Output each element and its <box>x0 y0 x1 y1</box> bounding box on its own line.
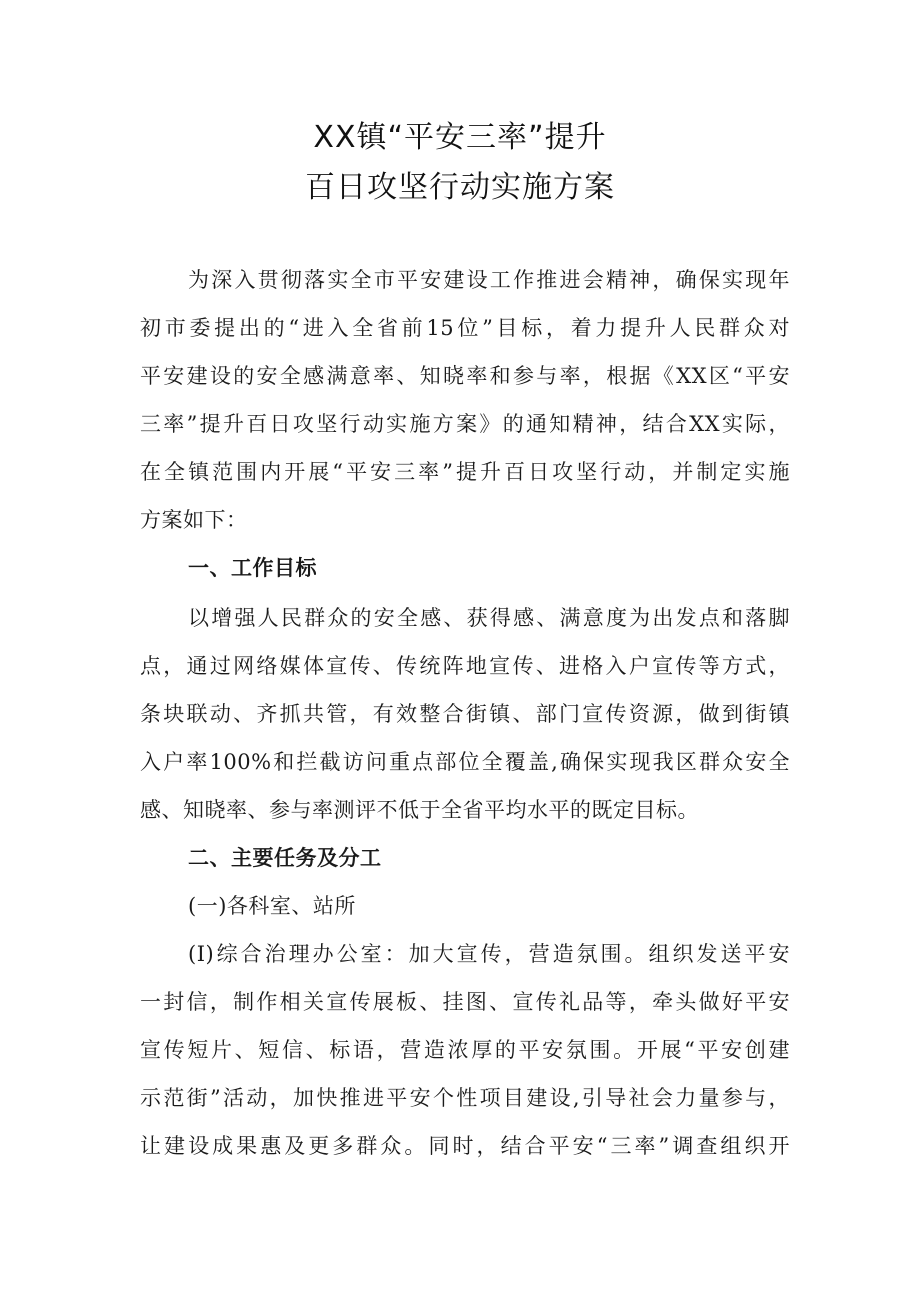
section1-line: 入户率100%和拦截访问重点部位全覆盖,确保实现我区群众安全 <box>140 750 790 774</box>
intro-line: 为深入贯彻落实全市平安建设工作推进会精神，确保实现年 <box>188 268 790 292</box>
subsection1-heading: (一)各科室、站所 <box>188 894 356 918</box>
intro-line: 方案如下： <box>140 508 248 532</box>
section1-line: 点，通过网络媒体宣传、传统阵地宣传、进格入户宣传等方式， <box>140 654 790 678</box>
item1-line: 让建设成果惠及更多群众。同时，结合平安“三率”调查组织开 <box>140 1134 790 1158</box>
item1-line: (I)综合治理办公室：加大宣传，营造氛围。组织发送平安 <box>188 942 790 966</box>
document-title-line2: 百日攻坚行动实施方案 <box>305 170 615 205</box>
item1-line: 宣传短片、短信、标语，营造浓厚的平安氛围。开展“平安创建 <box>140 1038 790 1062</box>
intro-line: 初市委提出的“进入全省前15位”目标，着力提升人民群众对 <box>140 316 790 340</box>
document-title-line1: XX镇“平安三率”提升 <box>313 120 607 155</box>
intro-line: 三率”提升百日攻坚行动实施方案》的通知精神，结合XX实际， <box>140 412 790 436</box>
section1-line: 条块联动、齐抓共管，有效整合街镇、部门宣传资源，做到街镇 <box>140 702 790 726</box>
section1-heading: 一、工作目标 <box>188 556 317 580</box>
section2-heading: 二、主要任务及分工 <box>188 846 382 870</box>
item1-line: 示范街”活动，加快推进平安个性项目建设,引导社会力量参与， <box>140 1086 790 1110</box>
section1-line: 感、知晓率、参与率测评不低于全省平均水平的既定目标。 <box>140 798 699 822</box>
item1-line: 一封信，制作相关宣传展板、挂图、宣传礼品等，牵头做好平安 <box>140 990 790 1014</box>
intro-line: 在全镇范围内开展“平安三率”提升百日攻坚行动，并制定实施 <box>140 460 790 484</box>
section1-line: 以增强人民群众的安全感、获得感、满意度为出发点和落脚 <box>188 606 790 630</box>
intro-line: 平安建设的安全感满意率、知晓率和参与率，根据《XX区“平安 <box>140 364 790 388</box>
